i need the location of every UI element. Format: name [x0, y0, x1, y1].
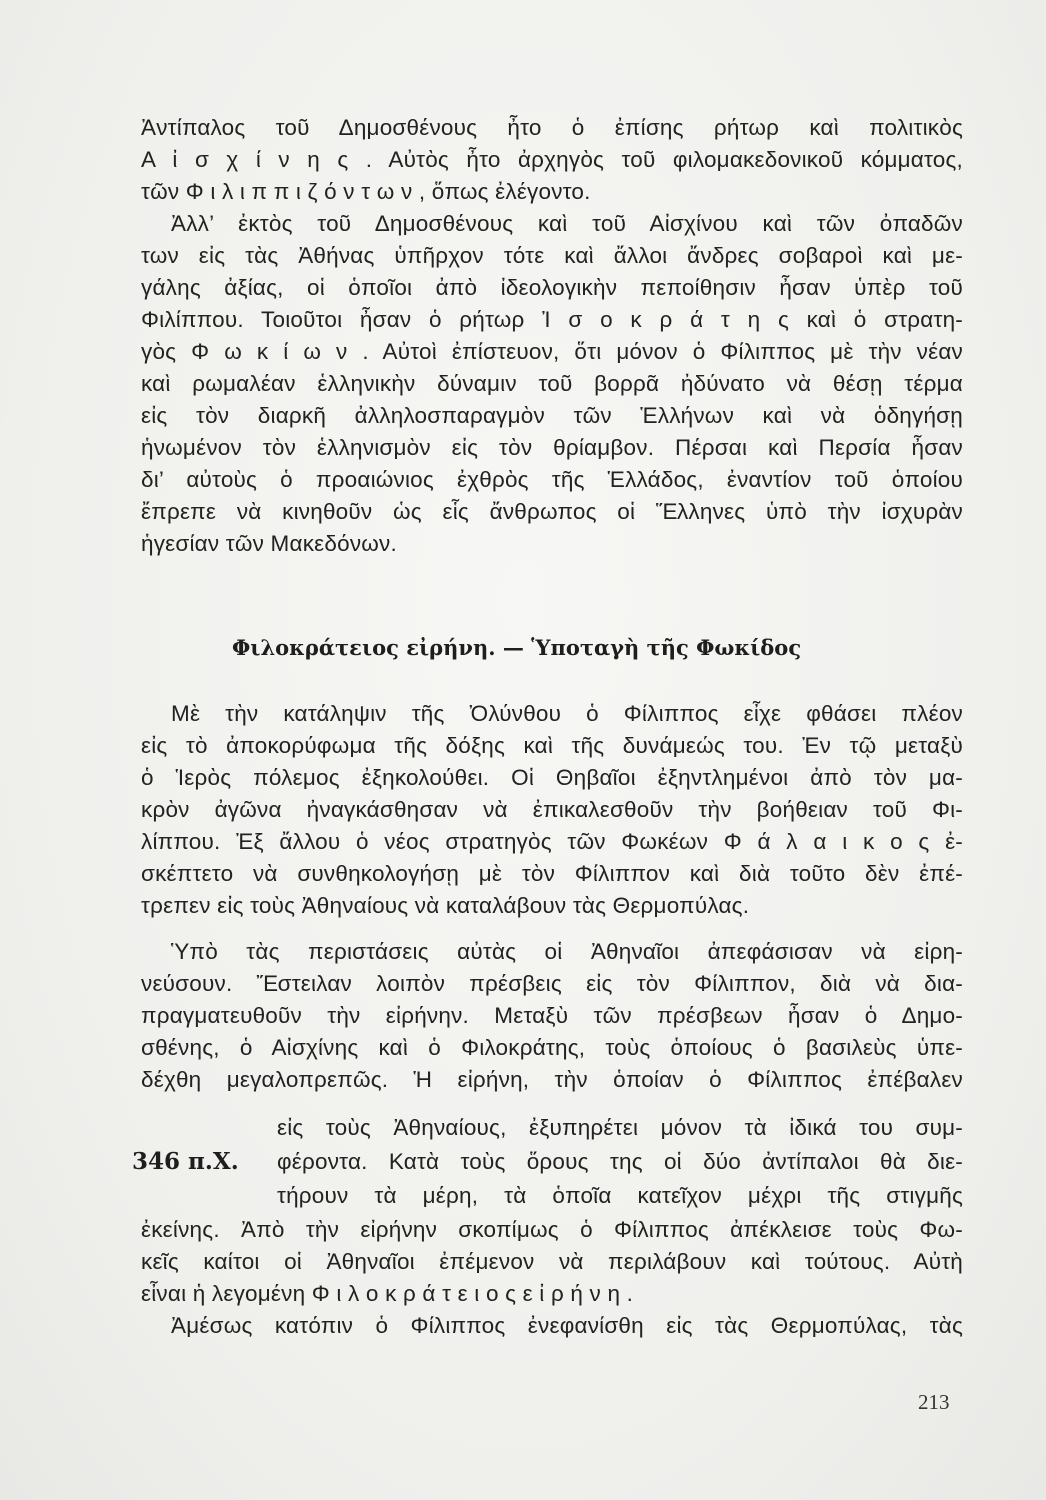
- page-number: 213: [918, 1390, 950, 1414]
- text-line: καὶ ρωμαλέαν ἑλληνικὴν δύναμιν τοῦ βορρᾶ ἠδύνατο νὰ θέσῃ τέρμα: [141, 371, 963, 396]
- text-line: γὸς Φ ω κ ί ω ν . Αὐτοὶ ἐπίστευον, ὅτι μόνον ὁ Φίλιππος μὲ τὴν νέαν: [141, 339, 963, 364]
- text-line: κρὸν ἀγῶνα ἠναγκάσθησαν νὰ ἐπικαλεσθοῦν τὴν βοήθειαν τοῦ Φι-: [141, 797, 963, 822]
- text-line: Ἀμέσως κατόπιν ὁ Φίλιππος ἐνεφανίσθη εἰς τὰς Θερμοπύλας, τὰς: [171, 1313, 963, 1338]
- text-line: εἶναι ἡ λεγομένη Φ ι λ ο κ ρ ά τ ε ι ο ς ε ἰ ρ ή ν η .: [141, 1281, 634, 1306]
- text-line: φέροντα. Κατὰ τοὺς ὅρους της οἱ δύο ἀντίπαλοι θὰ διε-: [277, 1149, 963, 1174]
- text-line: Ἀντίπαλος τοῦ Δημοσθένους ἦτο ὁ ἐπίσης ρήτωρ καὶ πολιτικὸς: [141, 115, 963, 140]
- text-line: δι’ αὐτοὺς ὁ προαιώνιος ἐχθρὸς τῆς Ἑλλάδος, ἐναντίον τοῦ ὁποίου: [141, 467, 963, 492]
- text-line: γάλης ἀξίας, οἱ ὁποῖοι ἀπὸ ἰδεολογικὴν πεποίθησιν ἦσαν ὑπὲρ τοῦ: [141, 275, 963, 300]
- text-line: νεύσουν. Ἔστειλαν λοιπὸν πρέσβεις εἰς τὸν Φίλιππον, διὰ νὰ δια-: [141, 971, 963, 996]
- text-line: πραγματευθοῦν τὴν εἰρήνην. Μεταξὺ τῶν πρέσβεων ἦσαν ὁ Δημο-: [141, 1003, 963, 1028]
- section-heading: Φιλοκράτειος εἰρήνη. — Ὑποταγὴ τῆς Φωκίδος: [232, 635, 802, 660]
- text-line: των εἰς τὰς Ἀθήνας ὑπῆρχον τότε καὶ ἄλλοι ἄνδρες σοβαροὶ καὶ με-: [141, 243, 963, 268]
- text-line: σθένης, ὁ Αἰσχίνης καὶ ὁ Φιλοκράτης, τοὺς ὁποίους ὁ βασιλεὺς ὑπε-: [141, 1035, 963, 1060]
- text-line: εἰς τοὺς Ἀθηναίους, ἐξυπηρέτει μόνον τὰ ἰδικά του συμ-: [277, 1115, 963, 1140]
- text-line: εἰς τὸ ἀποκορύφωμα τῆς δόξης καὶ τῆς δυνάμεώς του. Ἐν τῷ μεταξὺ: [141, 733, 963, 758]
- text-line: ἡνωμένον τὸν ἑλληνισμὸν εἰς τὸν θρίαμβον. Πέρσαι καὶ Περσία ἦσαν: [141, 435, 963, 460]
- text-line: σκέπτετο νὰ συνθηκολογήσῃ μὲ τὸν Φίλιππον καὶ διὰ τοῦτο δὲν ἐπέ-: [141, 861, 963, 886]
- text-line: κεῖς καίτοι οἱ Ἀθηναῖοι ἐπέμενον νὰ περιλάβουν καὶ τούτους. Αὐτὴ: [141, 1249, 963, 1274]
- text-line: ὁ Ἱερὸς πόλεμος ἐξηκολούθει. Οἱ Θηβαῖοι ἐξηντλημένοι ἀπὸ τὸν μα-: [141, 765, 963, 790]
- text-line: Μὲ τὴν κατάληψιν τῆς Ὀλύνθου ὁ Φίλιππος εἶχε φθάσει πλέον: [171, 701, 963, 726]
- text-line: ἔπρεπε νὰ κινηθοῦν ὡς εἷς ἄνθρωπος οἱ Ἕλληνες ὑπὸ τὴν ἰσχυρὰν: [141, 499, 963, 524]
- text-line: Ὑπὸ τὰς περιστάσεις αὐτὰς οἱ Ἀθηναῖοι ἀπεφάσισαν νὰ εἰρη-: [171, 939, 963, 964]
- text-line: τρεπεν εἰς τοὺς Ἀθηναίους νὰ καταλάβουν τὰς Θερμοπύλας.: [141, 893, 750, 918]
- text-line: δέχθη μεγαλοπρεπῶς. Ἡ εἰρήνη, τὴν ὁποίαν ὁ Φίλιππος ἐπέβαλεν: [141, 1067, 963, 1092]
- text-line: λίππου. Ἐξ ἄλλου ὁ νέος στρατηγὸς τῶν Φωκέων Φ ά λ α ι κ ο ς ἐ-: [141, 829, 963, 854]
- margin-date-note: 346 π.Χ.: [132, 1148, 239, 1175]
- text-line: τήρουν τὰ μέρη, τὰ ὁποῖα κατεῖχον μέχρι τῆς στιγμῆς: [277, 1183, 963, 1208]
- text-line: ἐκείνης. Ἀπὸ τὴν εἰρήνην σκοπίμως ὁ Φίλιππος ἀπέκλεισε τοὺς Φω-: [141, 1217, 963, 1242]
- text-line: Φιλίππου. Τοιοῦτοι ἦσαν ὁ ρήτωρ Ἰ σ ο κ ρ ά τ η ς καὶ ὁ στρατη-: [141, 307, 963, 332]
- text-line: εἰς τὸν διαρκῆ ἀλληλοσπαραγμὸν τῶν Ἑλλήνων καὶ νὰ ὁδηγήσῃ: [141, 403, 963, 428]
- text-line: ἡγεσίαν τῶν Μακεδόνων.: [141, 531, 397, 556]
- text-line: Ἀλλ’ ἐκτὸς τοῦ Δημοσθένους καὶ τοῦ Αἰσχίνου καὶ τῶν ὀπαδῶν: [171, 211, 963, 236]
- text-line: Α ἰ σ χ ί ν η ς . Αὐτὸς ἦτο ἀρχηγὸς τοῦ φιλομακεδονικοῦ κόμματος,: [141, 147, 963, 172]
- text-line: τῶν Φ ι λ ι π π ι ζ ό ν τ ω ν , ὅπως ἐλέγοντο.: [141, 179, 591, 204]
